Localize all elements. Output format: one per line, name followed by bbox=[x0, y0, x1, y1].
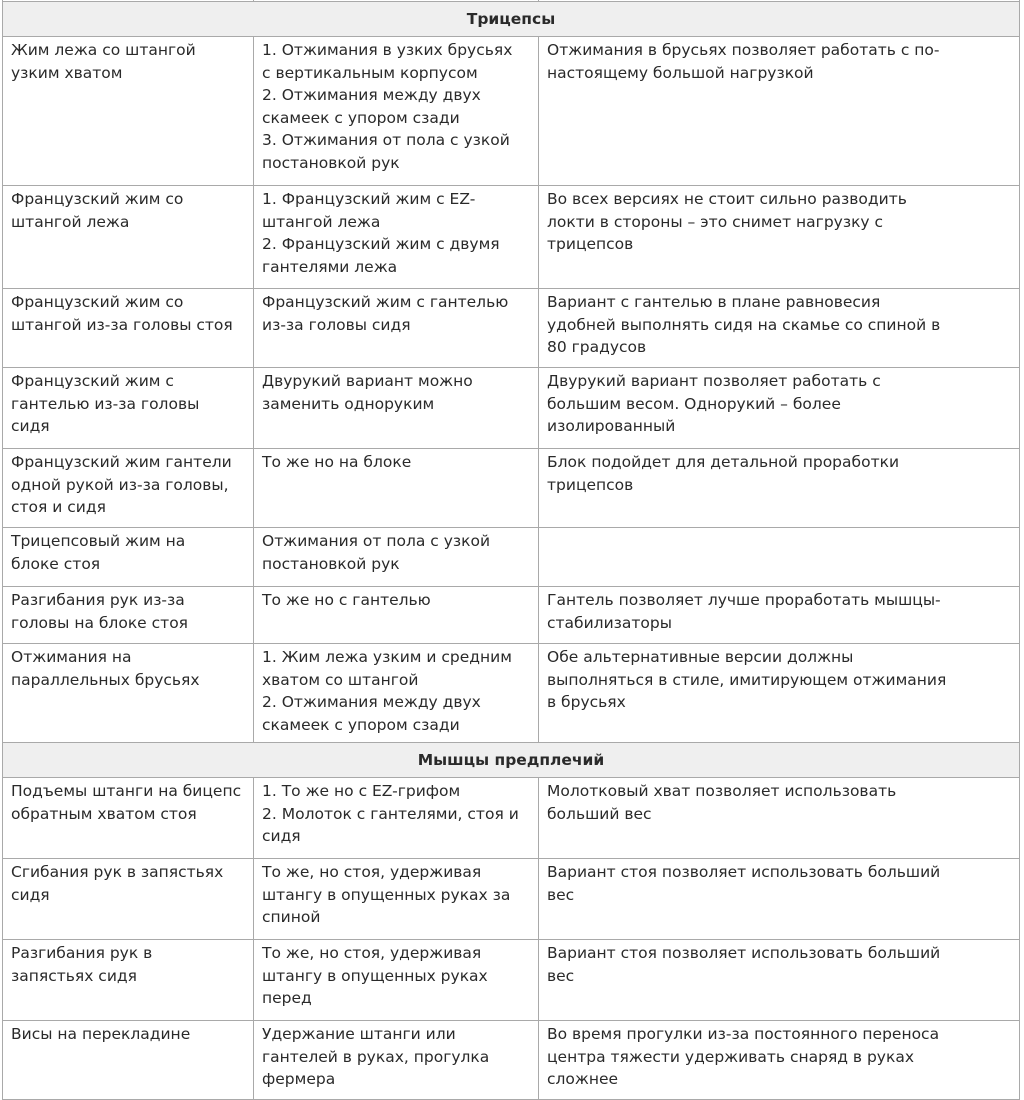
section-header-row bbox=[3, 743, 1020, 778]
alternative-text-line: перед bbox=[262, 989, 312, 1007]
alternative-text-line: 1. Французский жим с EZ- bbox=[262, 190, 476, 208]
alternative-text-line: 2. Французский жим с двумя bbox=[262, 235, 500, 253]
comment-cell bbox=[539, 940, 1020, 1021]
table-row bbox=[3, 289, 1020, 368]
exercise-text-line: Французский жим со bbox=[11, 190, 184, 208]
alternative-text-line: 3. Отжимания от пола с узкой bbox=[262, 131, 510, 149]
alternative-text-line: Французский жим с гантелью bbox=[262, 293, 509, 311]
exercise-text-line: Отжимания на bbox=[11, 648, 132, 666]
comment-text-line: сложнее bbox=[547, 1070, 619, 1088]
comment-cell bbox=[539, 778, 1020, 859]
exercise-text-line: штангой из-за головы стоя bbox=[11, 315, 233, 334]
exercise-text-line: блоке стоя bbox=[11, 554, 101, 573]
alternative-text-line: 1. Жим лежа узким и средним bbox=[262, 648, 512, 666]
comment-text-line: вес bbox=[547, 885, 575, 904]
table-row bbox=[3, 528, 1020, 587]
alternative-text-line: фермера bbox=[262, 1070, 336, 1088]
alternative-text-line: То же, но стоя, удерживая bbox=[262, 944, 482, 962]
exercise-cell bbox=[3, 859, 254, 940]
alternative-text-line: 2. Отжимания между двух bbox=[262, 86, 481, 104]
exercise-cell bbox=[3, 289, 254, 368]
alternative-text-line: штангу в опущенных руках за bbox=[262, 885, 511, 904]
comment-text-line: Вариант с гантелью в плане равновесия bbox=[547, 293, 881, 311]
comment-text-line: в брусьях bbox=[547, 693, 626, 711]
section-title: Трицепсы bbox=[3, 2, 1020, 37]
alternative-cell bbox=[254, 644, 539, 743]
exercise-text-line: сидя bbox=[11, 885, 50, 904]
table-row bbox=[3, 644, 1020, 743]
alternative-cell bbox=[254, 449, 539, 528]
alternative-text-line: скамеек с упором сзади bbox=[262, 715, 460, 734]
exercise-text-line: Разгибания рук из-за bbox=[11, 591, 185, 609]
alternative-text-line: хватом со штангой bbox=[262, 670, 419, 689]
comment-text-line: трицепсов bbox=[547, 235, 634, 253]
comment-text-line: Обе альтернативные версии должны bbox=[547, 648, 854, 666]
alternative-cell bbox=[254, 528, 539, 587]
exercise-text-line: Французский жим со bbox=[11, 293, 184, 311]
comment-cell bbox=[539, 289, 1020, 368]
alternative-text-line: штангой лежа bbox=[262, 212, 381, 231]
comment-text-line: стабилизаторы bbox=[547, 613, 672, 632]
exercise-cell bbox=[3, 37, 254, 186]
alternative-text-line: То же но на блоке bbox=[262, 453, 412, 471]
alternative-text-line: постановкой рук bbox=[262, 153, 400, 172]
table-row bbox=[3, 587, 1020, 644]
comment-text-line: выполняться в стиле, имитирующем отжимания bbox=[547, 670, 947, 689]
comment-text-line: Вариант стоя позволяет использовать больший bbox=[547, 863, 941, 881]
comment-text-line: Двурукий вариант позволяет работать с bbox=[547, 372, 881, 390]
alternative-text-line: 1. Отжимания в узких брусьях bbox=[262, 41, 513, 59]
comment-cell bbox=[539, 186, 1020, 289]
alternative-text-line: 1. То же но с EZ-грифом bbox=[262, 782, 461, 800]
table-row bbox=[3, 940, 1020, 1021]
exercise-cell bbox=[3, 186, 254, 289]
exercise-text-line: запястьях сидя bbox=[11, 966, 137, 985]
alternative-text-line: гантелями лежа bbox=[262, 257, 398, 276]
alternative-text-line: с вертикальным корпусом bbox=[262, 63, 478, 82]
alternative-cell bbox=[254, 859, 539, 940]
comment-cell bbox=[539, 644, 1020, 743]
exercise-text-line: головы на блоке стоя bbox=[11, 613, 189, 632]
exercise-text-line: Висы на перекладине bbox=[11, 1025, 191, 1043]
comment-text-line: Во время прогулки из-за постоянного переноса bbox=[547, 1025, 940, 1043]
exercise-text-line: сидя bbox=[11, 417, 50, 435]
comment-text-line: Отжимания в брусьях позволяет работать с по- bbox=[547, 41, 940, 59]
comment-text-line: Молотковый хват позволяет использовать bbox=[547, 782, 897, 800]
comment-text-line: 80 градусов bbox=[547, 338, 647, 356]
exercise-text-line: Разгибания рук в bbox=[11, 944, 153, 962]
exercise-text-line: узким хватом bbox=[11, 63, 123, 82]
alternative-text-line: гантелей в руках, прогулка bbox=[262, 1047, 490, 1066]
comment-text-line: большим весом. Однорукий – более bbox=[547, 394, 841, 413]
alternative-text-line: То же, но стоя, удерживая bbox=[262, 863, 482, 881]
alternative-cell bbox=[254, 778, 539, 859]
comment-cell bbox=[539, 528, 1020, 587]
comment-text-line: удобней выполнять сидя на скамье со спиной в bbox=[547, 315, 941, 334]
alternative-text-line: заменить однoруким bbox=[262, 394, 435, 413]
table-row bbox=[3, 778, 1020, 859]
comment-cell bbox=[539, 859, 1020, 940]
exercise-cell bbox=[3, 778, 254, 859]
alternative-text-line: штангу в опущенных руках bbox=[262, 966, 488, 985]
exercise-text-line: Французский жим гантели bbox=[11, 453, 232, 471]
comment-text-line: Во всех версиях не стоит сильно разводить bbox=[547, 190, 907, 208]
alternative-text-line: Отжимания от пола с узкой bbox=[262, 532, 491, 550]
exercise-alternatives-table bbox=[2, 0, 1020, 1100]
exercise-text-line: Трицепсовый жим на bbox=[11, 532, 186, 550]
table-row bbox=[3, 37, 1020, 186]
comment-cell bbox=[539, 587, 1020, 644]
exercise-text-line: обратным хватом стоя bbox=[11, 804, 197, 823]
comment-text-line: Вариант стоя позволяет использовать больший bbox=[547, 944, 941, 962]
section-title: Мышцы предплечий bbox=[3, 743, 1020, 778]
section-header-row bbox=[3, 2, 1020, 37]
comment-text-line: настоящему большой нагрузкой bbox=[547, 63, 814, 82]
exercise-text-line: стоя и сидя bbox=[11, 498, 106, 516]
alternative-text-line: Двурукий вариант можно bbox=[262, 372, 473, 390]
alternative-cell bbox=[254, 587, 539, 644]
comment-text-line: Гантель позволяет лучше проработать мышцы- bbox=[547, 591, 941, 609]
comment-text-line: локти в стороны – это снимет нагрузку с bbox=[547, 212, 884, 231]
exercise-text-line: Французский жим с bbox=[11, 372, 174, 390]
table-row bbox=[3, 368, 1020, 449]
exercise-cell bbox=[3, 368, 254, 449]
alternative-text-line: спиной bbox=[262, 908, 321, 926]
alternative-cell bbox=[254, 1021, 539, 1100]
alternative-cell bbox=[254, 37, 539, 186]
exercise-text-line: Подъемы штанги на бицепс bbox=[11, 782, 242, 800]
alternative-cell bbox=[254, 289, 539, 368]
comment-text-line: центра тяжести удерживать снаряд в руках bbox=[547, 1047, 915, 1066]
table-body bbox=[3, 0, 1020, 1100]
exercise-cell bbox=[3, 449, 254, 528]
table-row bbox=[3, 186, 1020, 289]
comment-text-line: трицепсов bbox=[547, 475, 634, 494]
alternative-text-line: постановкой рук bbox=[262, 554, 400, 573]
alternative-cell bbox=[254, 186, 539, 289]
table-row bbox=[3, 449, 1020, 528]
exercise-text-line: параллельных брусьях bbox=[11, 670, 200, 689]
alternative-text-line: То же но с гантелью bbox=[262, 591, 431, 609]
comment-cell bbox=[539, 1021, 1020, 1100]
alternative-cell bbox=[254, 368, 539, 449]
exercise-text-line: гантелью из-за головы bbox=[11, 394, 200, 413]
exercise-cell bbox=[3, 528, 254, 587]
exercise-cell bbox=[3, 1021, 254, 1100]
comment-cell bbox=[539, 368, 1020, 449]
alternative-text-line: сидя bbox=[262, 827, 301, 845]
alternative-text-line: 2. Молоток с гантелями, стоя и bbox=[262, 804, 519, 823]
alternative-cell bbox=[254, 940, 539, 1021]
exercise-text-line: Жим лежа со штангой bbox=[11, 41, 196, 59]
table-row bbox=[3, 1021, 1020, 1100]
exercise-cell bbox=[3, 940, 254, 1021]
comment-cell bbox=[539, 37, 1020, 186]
comment-text-line: вес bbox=[547, 966, 575, 985]
alternative-text-line: Удержание штанги или bbox=[262, 1025, 456, 1043]
alternative-text-line: 2. Отжимания между двух bbox=[262, 693, 481, 711]
comment-text-line: больший вес bbox=[547, 804, 652, 823]
exercise-text-line: штангой лежа bbox=[11, 212, 130, 231]
alternative-text-line: скамеек с упором сзади bbox=[262, 108, 460, 127]
exercise-text-line: Сгибания рук в запястьях bbox=[11, 863, 224, 881]
comment-cell bbox=[539, 449, 1020, 528]
alternative-text-line: из-за головы сидя bbox=[262, 315, 411, 334]
exercise-cell bbox=[3, 644, 254, 743]
exercise-cell bbox=[3, 587, 254, 644]
exercise-text-line: одной рукой из-за головы, bbox=[11, 475, 229, 494]
comment-text-line: изолированный bbox=[547, 417, 676, 435]
comment-text-line: Блок подойдет для детальной проработки bbox=[547, 453, 900, 471]
table-row bbox=[3, 859, 1020, 940]
